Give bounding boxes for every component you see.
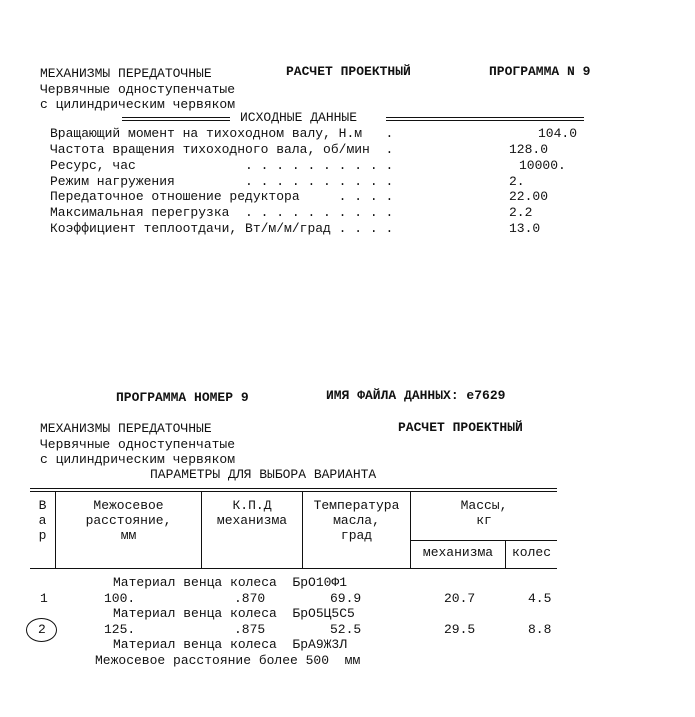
col-kpd-l1: К.П.Д (232, 498, 272, 513)
doc1-row-value: 13.0 (509, 221, 541, 236)
row-kpd: .875 (234, 622, 266, 637)
row-distance: 100. (104, 591, 136, 606)
doc2-header-line-3: с цилиндрическим червяком (40, 452, 236, 467)
doc1-row-value: 22.00 (509, 189, 549, 204)
doc1-header-center: РАСЧЕТ ПРОЕКТНЫЙ (286, 64, 411, 79)
doc1-header-line-3: с цилиндрическим червяком (40, 97, 236, 112)
col-mass-wheel: колес (511, 545, 551, 560)
col-distance-l1: Межосевое (93, 498, 164, 513)
doc1-header-line-2: Червячные одноступенчатые (40, 82, 236, 97)
doc2-header-line-1: МЕХАНИЗМЫ ПЕРЕДАТОЧНЫЕ (40, 421, 212, 436)
row-distance: 125. (104, 622, 136, 637)
col-distance-l2: расстояние, (85, 513, 172, 528)
row-temp: 69.9 (330, 591, 362, 606)
mass-subheader-rule (410, 540, 557, 541)
doc2-header-line-2: Червячные одноступенчатые (40, 437, 236, 452)
doc1-row-value: 128.0 (509, 142, 549, 157)
doc2-table-title: ПАРАМЕТРЫ ДЛЯ ВЫБОРА ВАРИАНТА (150, 467, 377, 482)
doc1-row-label: Ресурс, час . . . . . . . . . . (50, 158, 394, 173)
doc1-row-label: Режим нагружения . . . . . . . . . . (50, 174, 394, 189)
col-var-l2: а (38, 513, 47, 528)
col-mass-l1: Массы, (460, 498, 508, 513)
col-temp-l1: Температура (313, 498, 400, 513)
doc1-section-title: ИСХОДНЫЕ ДАННЫЕ (240, 110, 358, 125)
col-mass-l2: кг (476, 513, 492, 528)
doc1-row-label: Вращающий момент на тихоходном валу, Н.м . (50, 126, 394, 141)
row-var-number: 1 (40, 591, 48, 606)
row-mass-mech: 20.7 (444, 591, 476, 606)
col-temp-l3: град (340, 528, 373, 543)
col-distance-l3: мм (120, 528, 137, 543)
doc1-row-value: 2. (509, 174, 525, 189)
row-kpd: .870 (234, 591, 266, 606)
doc1-row-label: Коэффициент теплоотдачи, Вт/м/м/град . . . . (50, 221, 394, 236)
doc1-header-line-1: МЕХАНИЗМЫ ПЕРЕДАТОЧНЫЕ (40, 66, 212, 81)
doc1-row-label: Частота вращения тихоходного вала, об/мин . (50, 142, 394, 157)
row-mass-mech: 29.5 (444, 622, 476, 637)
col-kpd-l2: механизма (216, 513, 288, 528)
row-var-number: 2 (38, 622, 46, 637)
row-mass-wheel: 4.5 (528, 591, 552, 606)
doc1-row-value: 10000. (519, 158, 566, 173)
doc2-file-line: ИМЯ ФАЙЛА ДАННЫХ: е7629 (326, 388, 506, 403)
doc2-program-line: ПРОГРАММА НОМЕР 9 (116, 390, 249, 405)
doc1-row-label: Передаточное отношение редуктора . . . . (50, 189, 394, 204)
table-note: Межосевое расстояние более 500 мм (95, 653, 361, 668)
table-header-bottom-rule (30, 568, 557, 569)
doc2-header-right: РАСЧЕТ ПРОЕКТНЫЙ (398, 420, 523, 435)
material-line: Материал венца колеса БрО10Ф1 (113, 575, 348, 590)
row-temp: 52.5 (330, 622, 362, 637)
col-var-l3: р (38, 528, 47, 543)
col-var-l1: В (38, 498, 47, 513)
doc1-rule-right (386, 117, 584, 121)
table-top-rule (30, 488, 557, 492)
doc1-rule-left (122, 117, 230, 121)
material-line: Материал венца колеса БрО5Ц5С5 (113, 606, 355, 621)
material-line: Материал венца колеса БрА9Ж3Л (113, 637, 348, 652)
doc1-row-label: Максимальная перегрузка . . . . . . . . . . (50, 205, 394, 220)
col-mass-mech: механизма (422, 545, 494, 560)
doc1-row-value: 2.2 (509, 205, 533, 220)
row-mass-wheel: 8.8 (528, 622, 552, 637)
doc1-header-right: ПРОГРАММА N 9 (489, 64, 591, 79)
col-temp-l2: масла, (333, 513, 380, 528)
doc1-row-value: 104.0 (538, 126, 578, 141)
